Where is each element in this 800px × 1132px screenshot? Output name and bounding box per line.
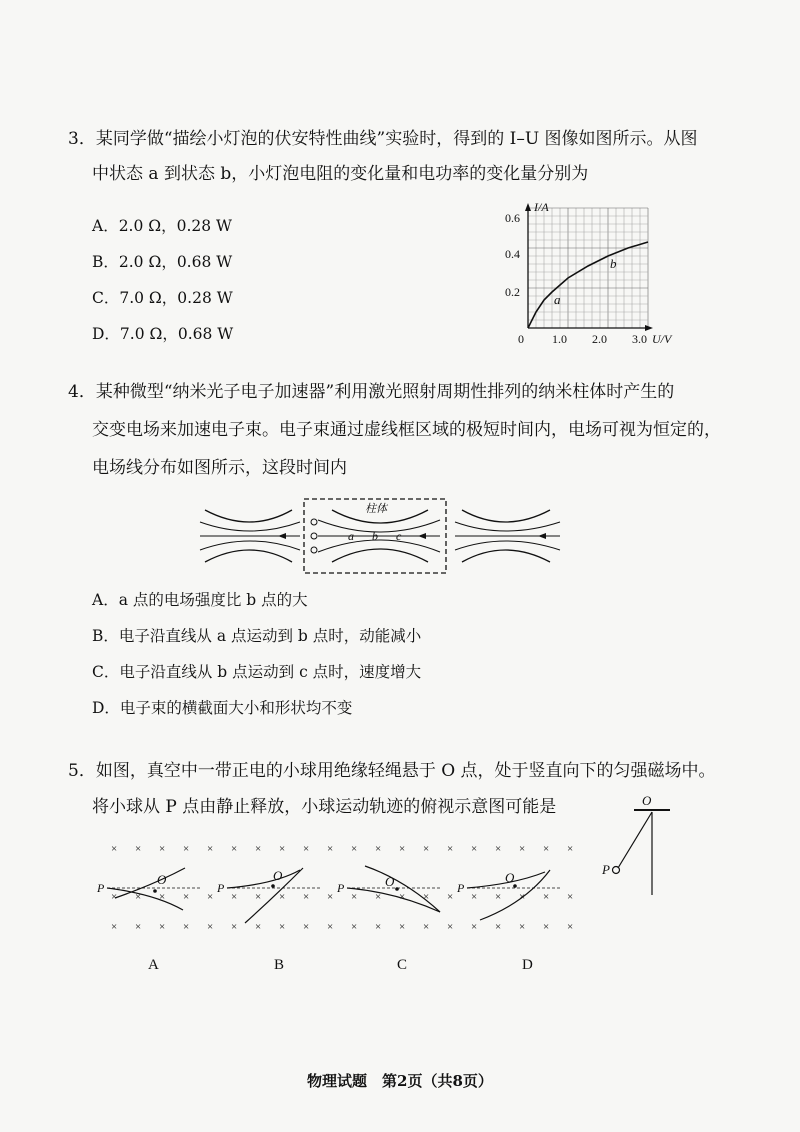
field-x-mark: × xyxy=(471,891,478,903)
label-O: O xyxy=(505,870,515,885)
field-x-mark: × xyxy=(159,891,166,903)
panel-c xyxy=(336,866,440,912)
field-x-mark: × xyxy=(159,843,166,855)
field-x-mark: × xyxy=(447,891,454,903)
ball-icon xyxy=(613,867,620,874)
field-arrow xyxy=(538,533,546,539)
field-x-mark: × xyxy=(303,843,310,855)
field-x-mark: × xyxy=(567,921,574,933)
x-axis-label: U/V xyxy=(652,332,672,346)
y-axis-arrow xyxy=(525,203,531,211)
pendulum-figure xyxy=(600,790,680,900)
field-x-mark: × xyxy=(327,921,334,933)
field-x-mark: × xyxy=(207,921,214,933)
field-x-mark: × xyxy=(135,921,142,933)
x-tick-2: 2.0 xyxy=(592,332,607,346)
field-x-mark: × xyxy=(327,843,334,855)
field-x-mark: × xyxy=(399,921,406,933)
field-x-mark: × xyxy=(207,891,214,903)
field-x-mark: × xyxy=(231,843,238,855)
field-x-mark: × xyxy=(447,921,454,933)
field-x-mark: × xyxy=(135,891,142,903)
pillar-right-top xyxy=(462,510,550,522)
q3-option-c: C．7.0 Ω，0.28 W xyxy=(92,289,233,307)
field-x-mark: × xyxy=(207,843,214,855)
field-x-mark: × xyxy=(279,921,286,933)
chart-grid xyxy=(528,208,648,328)
field-x-mark: × xyxy=(375,891,382,903)
field-x-mark: × xyxy=(447,843,454,855)
field-line xyxy=(200,541,300,550)
y-axis-label: I/A xyxy=(534,200,549,214)
pillar-mid-bottom xyxy=(332,549,428,562)
label-P: P xyxy=(217,881,225,895)
q5-stem-line2: 将小球从 P 点由静止释放，小球运动轨迹的俯视示意图可能是 xyxy=(92,797,557,817)
string xyxy=(618,812,652,868)
pivot-label: O xyxy=(642,793,652,808)
origin-label: 0 xyxy=(518,332,524,346)
point-a: a xyxy=(348,529,354,543)
field-x-mark: × xyxy=(423,921,430,933)
field-x-mark: × xyxy=(423,891,430,903)
pillar-label: 柱体 xyxy=(365,503,387,515)
electron-icon xyxy=(311,519,317,525)
field-x-mark: × xyxy=(255,891,262,903)
point-b: b xyxy=(372,529,378,543)
label-O: O xyxy=(385,874,395,889)
field-x-mark: × xyxy=(255,843,262,855)
field-x-mark: × xyxy=(183,843,190,855)
point-c: c xyxy=(396,529,402,543)
field-x-mark: × xyxy=(231,891,238,903)
iu-curve xyxy=(528,242,648,328)
field-x-mark: × xyxy=(135,843,142,855)
field-x-mark: × xyxy=(399,843,406,855)
q3-stem-line1: 3．某同学做“描绘小灯泡的伏安特性曲线”实验时，得到的 I–U 图像如图所示。从图 xyxy=(68,129,698,149)
field-x-mark: × xyxy=(519,921,526,933)
pillar-left-top xyxy=(205,510,292,522)
label-P: P xyxy=(457,881,465,895)
choice-c: C xyxy=(397,957,408,973)
field-x-mark: × xyxy=(351,843,358,855)
q4-stem-line2: 交变电场来加速电子束。电子束通过虚线框区域的极短时间内，电场可视为恒定的， xyxy=(92,420,721,440)
choice-b: B xyxy=(274,957,285,973)
x-tick-3: 3.0 xyxy=(632,332,647,346)
field-x-mark: × xyxy=(495,891,502,903)
x-axis-arrow xyxy=(645,325,653,331)
field-x-mark: × xyxy=(159,921,166,933)
q4-option-d: D．电子束的横截面大小和形状均不变 xyxy=(92,699,353,717)
trajectory-panels xyxy=(95,838,595,938)
label-P: P xyxy=(97,881,105,895)
field-line xyxy=(318,520,440,532)
field-x-mark: × xyxy=(183,891,190,903)
field-line xyxy=(455,522,560,531)
field-x-mark: × xyxy=(519,843,526,855)
field-x-mark: × xyxy=(303,891,310,903)
field-x-mark: × xyxy=(543,843,550,855)
field-x-mark: × xyxy=(327,891,334,903)
field-x-mark: × xyxy=(255,921,262,933)
field-x-mark: × xyxy=(351,921,358,933)
q4-option-c: C．电子沿直线从 b 点运动到 c 点时，速度增大 xyxy=(92,663,422,681)
field-line xyxy=(200,522,300,531)
field-x-mark: × xyxy=(111,921,118,933)
electron-icon xyxy=(311,547,317,553)
iu-chart xyxy=(500,200,680,350)
field-line-figure xyxy=(200,496,580,576)
field-arrow xyxy=(278,533,286,539)
field-x-mark: × xyxy=(279,891,286,903)
q3-option-d: D．7.0 Ω，0.68 W xyxy=(92,325,234,343)
electron-icon xyxy=(311,533,317,539)
field-x-mark: × xyxy=(351,891,358,903)
field-line xyxy=(455,541,560,550)
label-P: P xyxy=(337,881,345,895)
y-tick-1: 0.2 xyxy=(505,285,520,299)
field-x-mark: × xyxy=(111,843,118,855)
point-b-label: b xyxy=(610,256,617,271)
q3-option-b: B．2.0 Ω，0.68 W xyxy=(92,253,233,271)
choice-d: D xyxy=(522,957,533,973)
x-tick-1: 1.0 xyxy=(552,332,567,346)
field-x-mark: × xyxy=(303,921,310,933)
pillar-right-bottom xyxy=(462,550,550,562)
label-O: O xyxy=(157,872,167,887)
page-footer: 物理试题 第2页（共8页） xyxy=(307,1072,493,1090)
field-arrow xyxy=(418,533,426,539)
y-tick-2: 0.4 xyxy=(505,247,520,261)
q5-stem-line1: 5．如图，真空中一带正电的小球用绝缘轻绳悬于 O 点，处于竖直向下的匀强磁场中。 xyxy=(68,761,716,781)
q3-option-a: A．2.0 Ω，0.28 W xyxy=(92,217,232,235)
field-x-mark: × xyxy=(495,921,502,933)
field-x-mark: × xyxy=(495,843,502,855)
y-tick-3: 0.6 xyxy=(505,211,520,225)
field-x-mark: × xyxy=(567,843,574,855)
pillar-left-bottom xyxy=(205,550,292,562)
field-x-mark: × xyxy=(471,921,478,933)
q3-stem-line2: 中状态 a 到状态 b，小灯泡电阻的变化量和电功率的变化量分别为 xyxy=(92,164,589,184)
label-O: O xyxy=(273,868,283,883)
choice-a: A xyxy=(148,957,159,973)
field-line xyxy=(318,540,440,552)
field-x-mark: × xyxy=(279,843,286,855)
field-x-mark: × xyxy=(423,843,430,855)
point-a-label: a xyxy=(554,292,561,307)
field-x-mark: × xyxy=(231,921,238,933)
release-point-label: P xyxy=(602,862,610,877)
field-x-mark: × xyxy=(375,921,382,933)
q4-stem-line1: 4．某种微型“纳米光子电子加速器”利用激光照射周期性排列的纳米柱体时产生的 xyxy=(68,382,675,402)
field-x-mark: × xyxy=(519,891,526,903)
field-x-mark: × xyxy=(543,891,550,903)
panel-a xyxy=(96,868,200,910)
q4-option-a: A．a 点的电场强度比 b 点的大 xyxy=(92,591,308,609)
q4-stem-line3: 电场线分布如图所示，这段时间内 xyxy=(92,458,347,478)
field-x-mark: × xyxy=(375,843,382,855)
field-x-mark: × xyxy=(111,891,118,903)
field-x-mark: × xyxy=(543,921,550,933)
field-x-mark: × xyxy=(183,921,190,933)
field-x-mark: × xyxy=(567,891,574,903)
field-x-mark: × xyxy=(471,843,478,855)
field-x-mark: × xyxy=(399,891,406,903)
q4-option-b: B．电子沿直线从 a 点运动到 b 点时，动能减小 xyxy=(92,627,422,645)
